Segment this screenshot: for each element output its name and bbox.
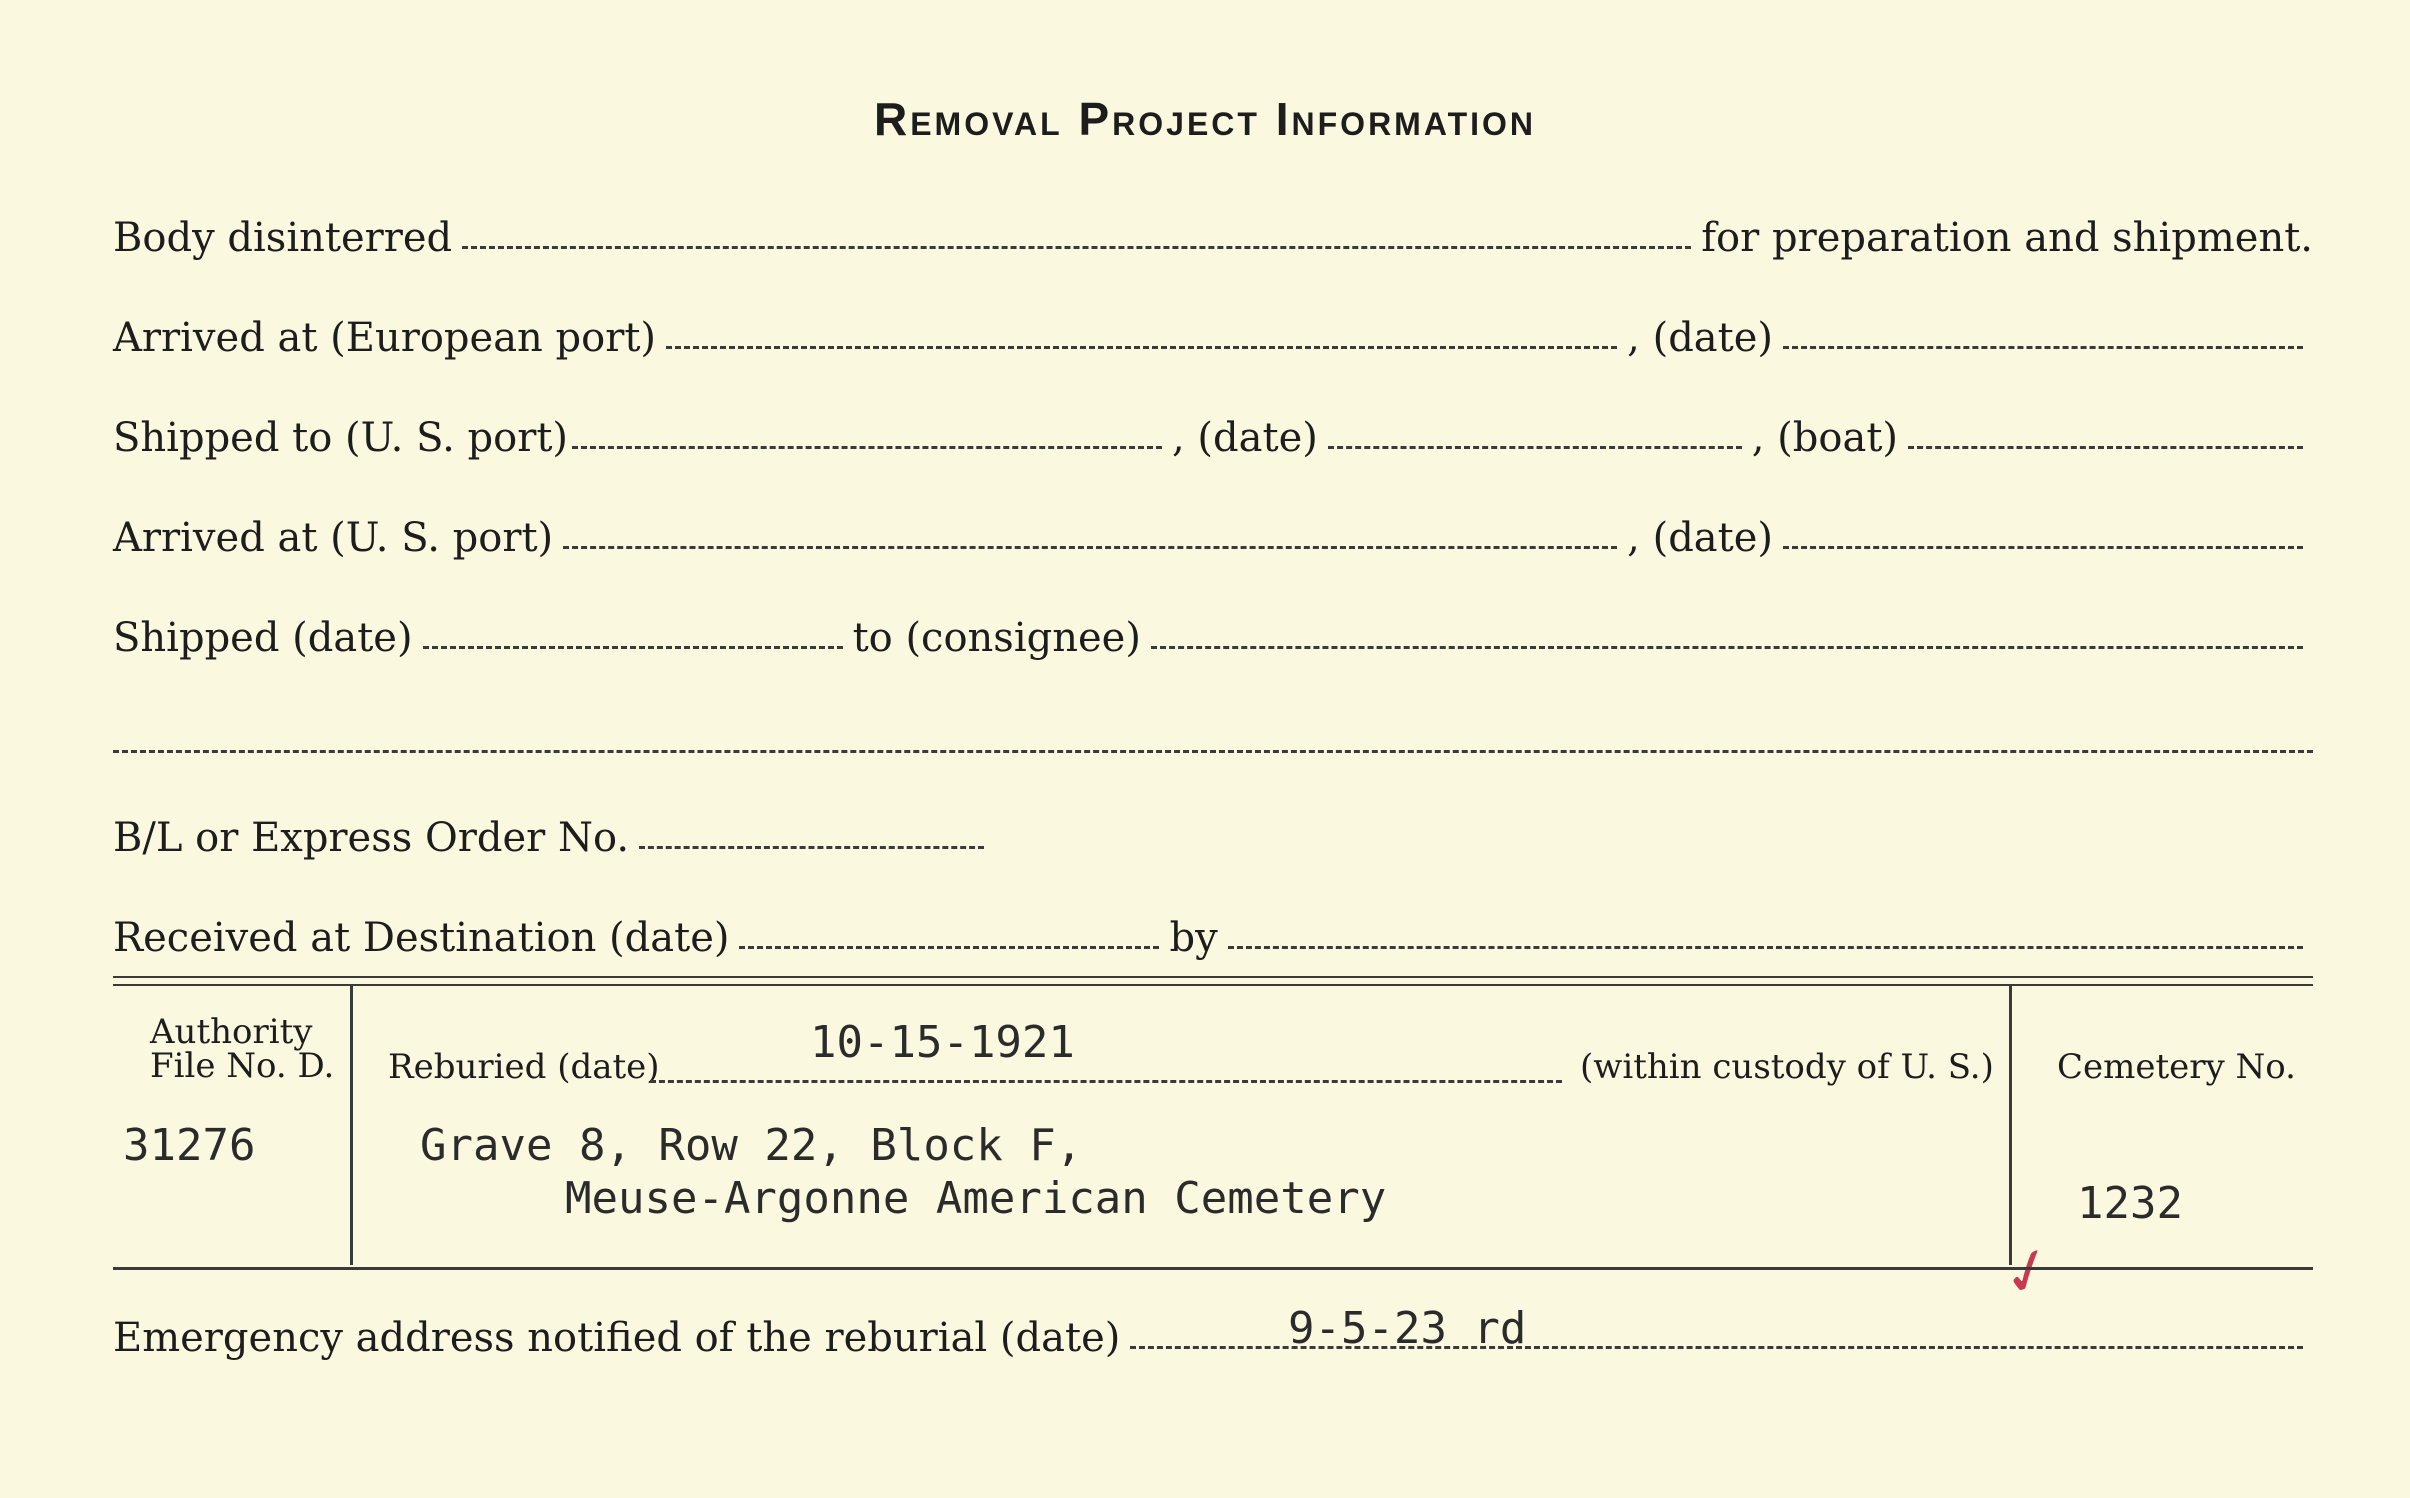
shipped-us-boat-label: , (boat) — [1751, 415, 1898, 461]
consignee-label: to (consignee) — [852, 615, 1141, 661]
cemetery-number-value: 1232 — [2077, 1178, 2183, 1229]
received-by-label: by — [1169, 915, 1218, 961]
row-shipped-date — [113, 615, 2313, 661]
row-arrived-us — [113, 515, 2313, 561]
arrived-european-label: Arrived at (European port) — [113, 315, 657, 361]
bl-order-field[interactable] — [639, 845, 984, 849]
received-by-field[interactable] — [1228, 945, 2303, 949]
lower-section-rule — [113, 1267, 2313, 1270]
cemetery-number-label: Cemetery No. — [2057, 1047, 2296, 1087]
arrived-european-date-field[interactable] — [1783, 345, 2303, 349]
consignee-continuation-line[interactable] — [113, 750, 2313, 753]
received-date-field[interactable] — [739, 945, 1159, 949]
received-label: Received at Destination (date) — [113, 915, 730, 961]
page-title: Removal Project Information — [873, 93, 1537, 145]
authority-label — [150, 1012, 335, 1086]
grave-location-line1: Grave 8, Row 22, Block F, — [420, 1120, 1083, 1171]
authority-label-line2: File No. D. — [150, 1046, 335, 1086]
shipped-date-label: Shipped (date) — [113, 615, 413, 661]
shipped-us-label: Shipped to (U. S. port) — [113, 415, 568, 461]
shipped-us-port-field[interactable] — [572, 445, 1162, 449]
arrived-us-date-label: , (date) — [1627, 515, 1773, 561]
consignee-field[interactable] — [1151, 645, 2303, 649]
arrived-european-date-label: , (date) — [1627, 315, 1773, 361]
reburied-label: Reburied (date) — [388, 1047, 660, 1087]
shipped-us-date-label: , (date) — [1172, 415, 1318, 461]
body-disinterred-field[interactable] — [462, 245, 1691, 249]
custody-label: (within custody of U. S.) — [1580, 1047, 1994, 1087]
bl-order-label: B/L or Express Order No. — [113, 815, 630, 861]
authority-column-divider — [350, 985, 353, 1265]
body-disinterred-label: Body disinterred — [113, 215, 453, 261]
grave-location-line2: Meuse-Argonne American Cemetery — [565, 1173, 1387, 1224]
reburied-date-value: 10-15-1921 — [810, 1017, 1075, 1068]
section-divider — [113, 976, 2313, 986]
arrived-us-label: Arrived at (U. S. port) — [113, 515, 554, 561]
shipped-us-boat-field[interactable] — [1908, 445, 2303, 449]
emergency-label: Emergency address notified of the reburial (date) — [113, 1315, 1121, 1361]
arrived-us-date-field[interactable] — [1783, 545, 2303, 549]
arrived-us-port-field[interactable] — [563, 545, 1617, 549]
row-body-disinterred — [113, 215, 2313, 261]
row-received — [113, 915, 2313, 961]
row-shipped-us — [113, 415, 2313, 461]
emergency-date-value: 9-5-23 rd — [1288, 1303, 1527, 1354]
row-arrived-european — [113, 315, 2313, 361]
shipped-us-date-field[interactable] — [1328, 445, 1742, 449]
arrived-european-port-field[interactable] — [666, 345, 1617, 349]
reburied-date-field[interactable] — [650, 1080, 1562, 1083]
authority-file-number: 31276 — [123, 1120, 256, 1171]
row-bl-order — [113, 815, 2313, 861]
check-mark-icon: ✓ — [1991, 1228, 2064, 1315]
row-emergency — [113, 1315, 2313, 1361]
body-disinterred-suffix: for preparation and shipment. — [1701, 215, 2313, 261]
authority-label-line1: Authority — [150, 1012, 313, 1052]
shipped-date-field[interactable] — [423, 645, 843, 649]
cemetery-column-divider — [2009, 985, 2012, 1265]
